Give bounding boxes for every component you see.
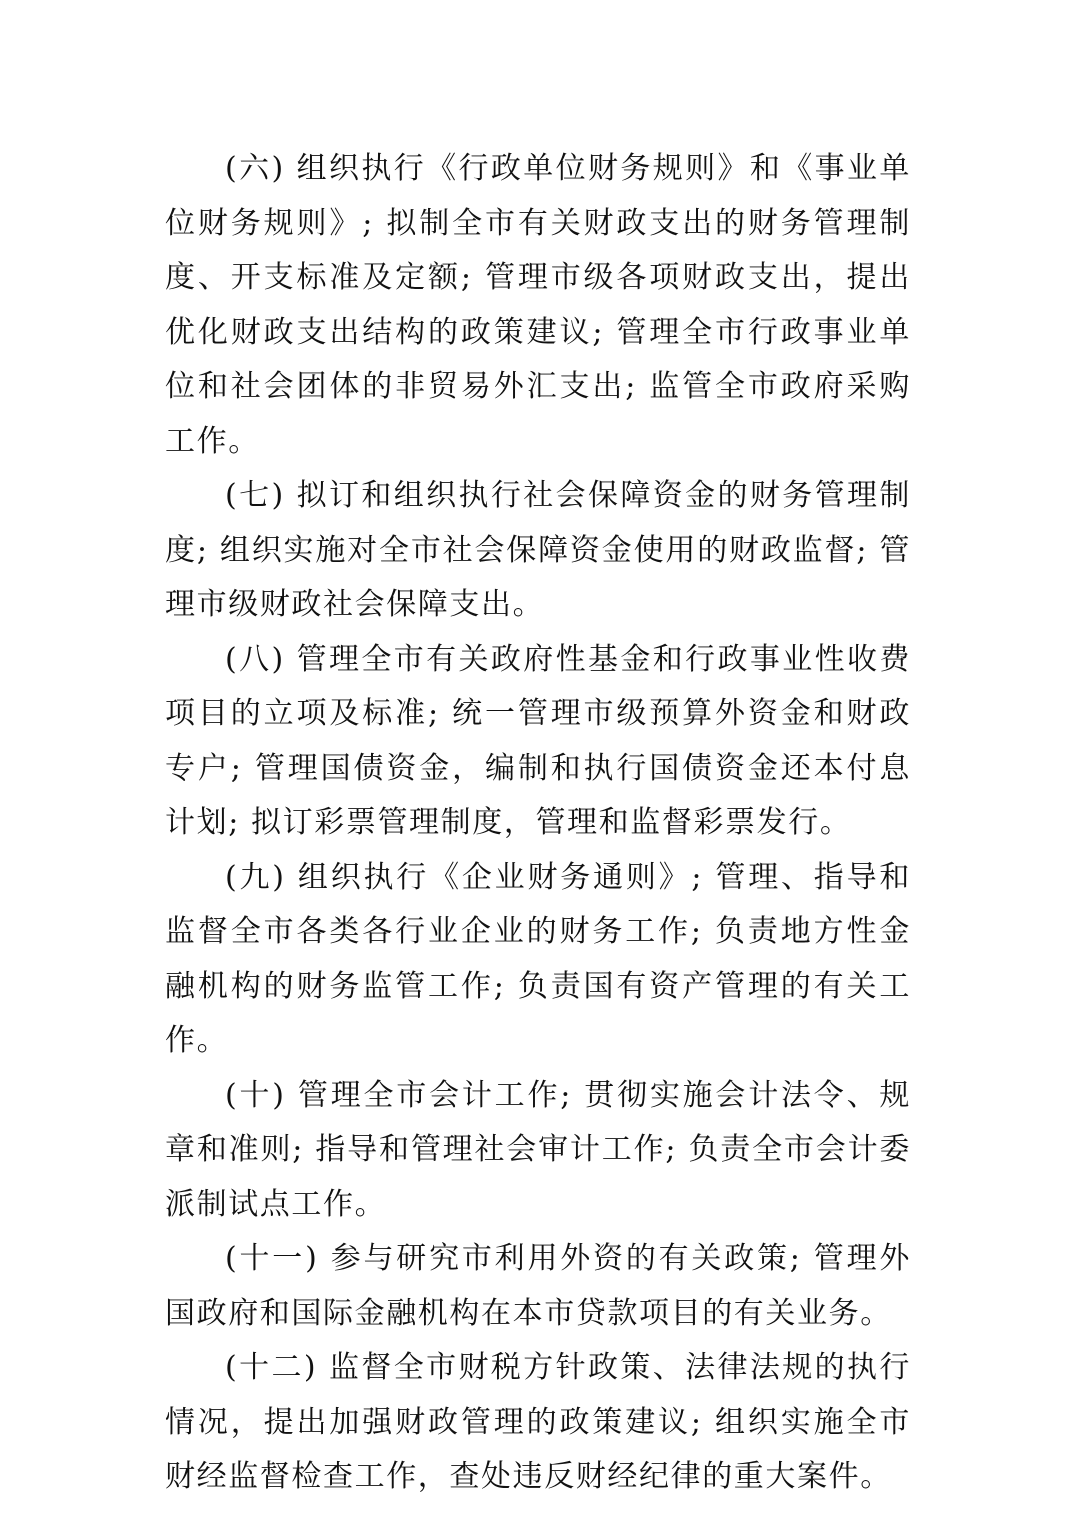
paragraph-9: (九) 组织执行《企业财务通则》; 管理、指导和监督全市各类各行业企业的财务工作; 负责地方性金融机构的财务监管工作; 负责国有资产管理的有关工作。: [165, 859, 911, 1058]
paragraph-10: (十) 管理全市会计工作; 贯彻实施会计法令、规章和准则; 指导和管理社会审计工作; 负责全市会计委派制试点工作。: [165, 1077, 911, 1222]
document-body: [165, 142, 911, 1505]
paragraph-6: (六) 组织执行《行政单位财务规则》和《事业单位财务规则》; 拟制全市有关财政支出的财务管理制度、开支标准及定额; 管理市级各项财政支出，提出优化财政支出结构的政策建议; 管理全市行政事业单位和社会团体的非贸易外汇支出; 监管全市政府采购工作。: [165, 151, 911, 459]
paragraph-8: (八) 管理全市有关政府性基金和行政事业性收费项目的立项及标准; 统一管理市级预算外资金和财政专户; 管理国债资金，编制和执行国债资金还本付息计划; 拟订彩票管理制度，管理和监督彩票发行。: [165, 641, 911, 840]
paragraph-12: (十二) 监督全市财税方针政策、法律法规的执行情况，提出加强财政管理的政策建议; 组织实施全市财经监督检查工作，查处违反财经纪律的重大案件。: [165, 1350, 911, 1494]
paragraph-11: (十一) 参与研究市利用外资的有关政策; 管理外国政府和国际金融机构在本市贷款项目的有关业务。: [165, 1241, 911, 1331]
paragraph-7: (七) 拟订和组织执行社会保障资金的财务管理制度; 组织实施对全市社会保障资金使用的财政监督; 管理市级财政社会保障支出。: [165, 478, 911, 622]
